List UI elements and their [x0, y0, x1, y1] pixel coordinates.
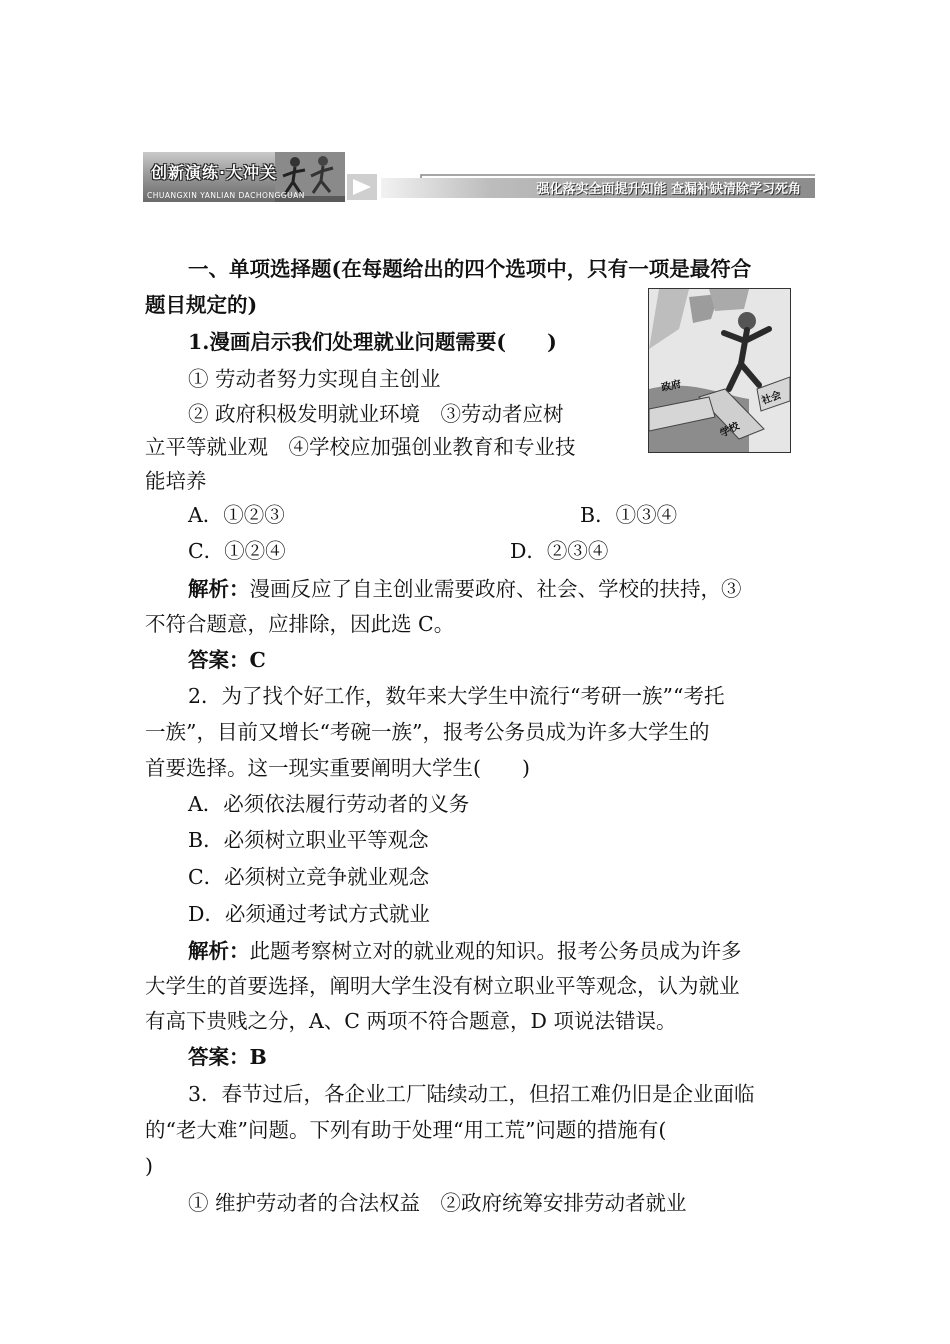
cartoon-label-society: 社会: [760, 389, 783, 407]
q1-option-c: C．①②④: [188, 539, 286, 563]
q1-item-1: ① 劳动者努力实现自主创业: [188, 367, 441, 391]
q3-items: ① 维护劳动者的合法权益 ②政府统筹安排劳动者就业: [188, 1191, 687, 1215]
cartoon-illustration: [648, 288, 791, 453]
q2-stem-line-3: 首要选择。这一现实重要阐明大学生( ): [145, 756, 530, 780]
banner-arrow-box: [347, 174, 377, 200]
q1-analysis-label: 解析：: [188, 577, 250, 601]
q1-analysis-cont: 不符合题意，应排除，因此选 C。: [145, 612, 455, 636]
q2-analysis-cont-2: 有高下贵贱之分，A、C 两项不符合题意，D 项说法错误。: [145, 1009, 677, 1033]
q2-analysis-label: 解析：: [188, 939, 250, 963]
q1-stem: 1.漫画启示我们处理就业问题需要( ): [188, 330, 557, 354]
q3-stem-line-2: 的“老大难”问题。下列有助于处理“用工荒”问题的措施有(: [145, 1118, 667, 1142]
banner-slogan-strip: [381, 178, 815, 198]
q2-analysis: [188, 938, 742, 964]
section-heading-label: 一、单项选择题: [188, 257, 332, 281]
q3-stem-line-1: 3．春节过后，各企业工厂陆续动工，但招工难仍旧是企业面临: [188, 1082, 755, 1106]
q1-item-4: 能培养: [145, 469, 207, 493]
q1-option-a: A．①②③: [188, 503, 285, 527]
q2-option-b: B．必须树立职业平等观念: [188, 828, 429, 852]
section-heading-note: (在每题给出的四个选项中，只有一项是最符合: [331, 257, 752, 281]
q1-item-2: ② 政府积极发明就业环境 ③劳动者应树: [188, 402, 564, 426]
cartoon-label-school: 学校: [718, 420, 742, 440]
banner-title: 创新演练·大冲关: [151, 163, 278, 182]
q1-analysis-text: 漫画反应了自主创业需要政府、社会、学校的扶持，③: [249, 577, 742, 601]
section-banner: [143, 152, 815, 202]
q1-analysis: [188, 576, 742, 602]
q1-option-d: D．②③④: [510, 539, 609, 563]
q2-answer: 答案：B: [188, 1045, 267, 1069]
q2-analysis-text: 此题考察树立对的就业观的知识。报考公务员成为许多: [249, 939, 742, 963]
q2-option-a: A．必须依法履行劳动者的义务: [188, 792, 470, 816]
q1-answer: 答案：C: [188, 648, 266, 672]
banner-pinyin: CHUANGXIN YANLIAN DACHONGGUAN: [147, 191, 305, 200]
q3-stem-line-3: ): [145, 1154, 153, 1178]
play-arrow-icon: [353, 179, 371, 195]
banner-slogan: 强化落实全面提升知能 查漏补缺清除学习死角: [536, 182, 801, 197]
cartoon-label-government: 政府: [660, 378, 683, 394]
q2-stem-line-2: 一族”，目前又增长“考碗一族”，报考公务员成为许多大学生的: [145, 720, 710, 744]
section-heading: [188, 256, 751, 282]
q2-analysis-cont-1: 大学生的首要选择，阐明大学生没有树立职业平等观念，认为就业: [145, 974, 740, 998]
q2-stem-line-1: 2．为了找个好工作，数年来大学生中流行“考研一族”“考托: [188, 684, 725, 708]
q2-option-c: C．必须树立竞争就业观念: [188, 865, 430, 889]
q2-option-d: D．必须通过考试方式就业: [188, 902, 430, 926]
q1-option-b: B．①③④: [580, 503, 678, 527]
q1-item-3: 立平等就业观 ④学校应加强创业教育和专业技: [145, 435, 576, 459]
section-heading-cont: 题目规定的): [145, 293, 258, 317]
banner-title-block: [143, 152, 345, 202]
